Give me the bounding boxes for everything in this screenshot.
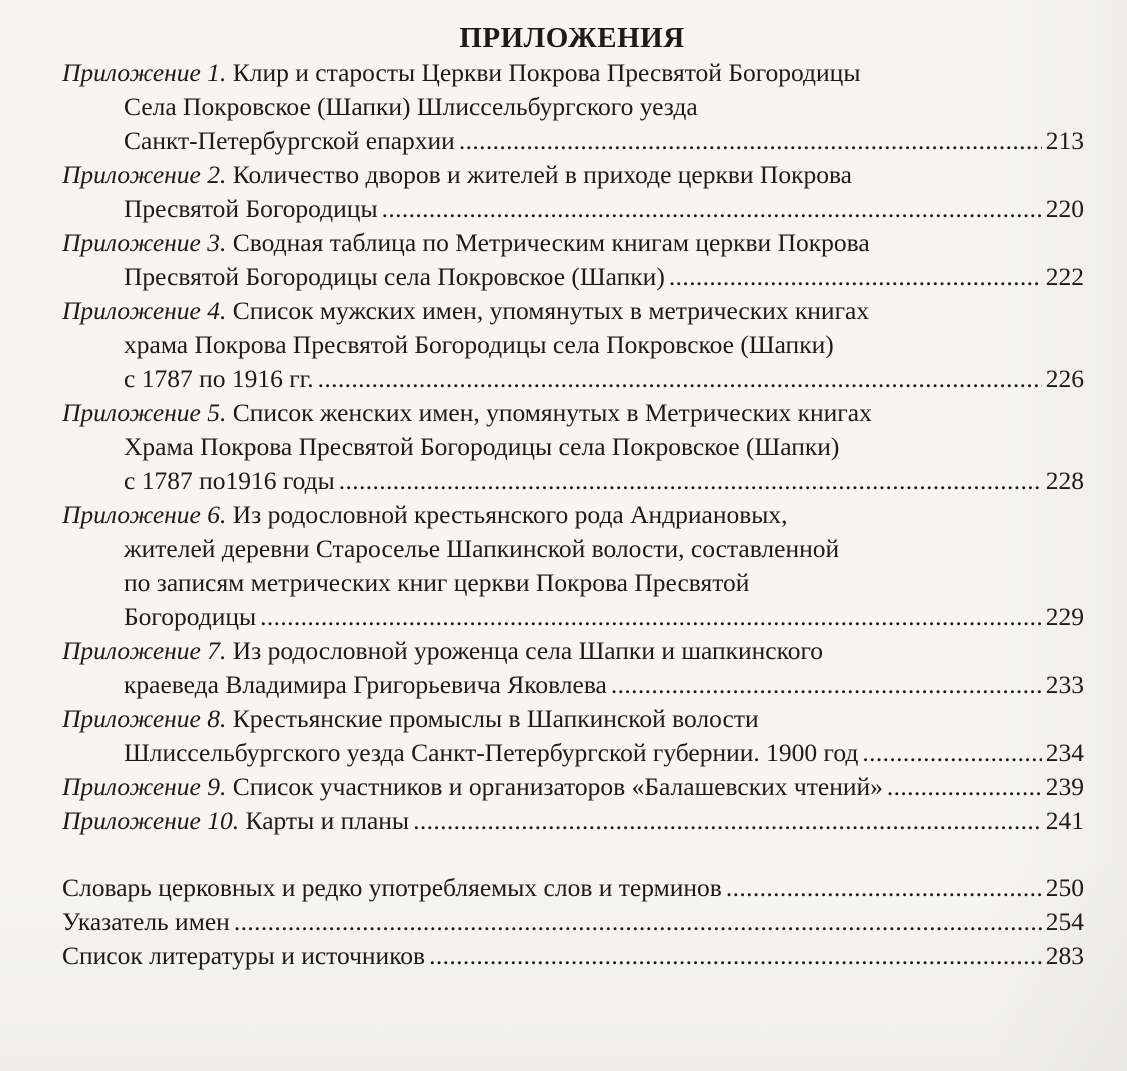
toc-entry-line bbox=[62, 532, 1084, 566]
appendix-title-line: Из родословной крестьянского рода Андриановых, bbox=[232, 500, 788, 529]
appendix-title-line: Карты и планы bbox=[245, 806, 410, 835]
toc-entry-text bbox=[124, 464, 335, 498]
toc-entry-line bbox=[62, 600, 1084, 634]
toc-entry-text bbox=[62, 398, 872, 427]
toc-entry-text bbox=[124, 124, 455, 158]
page-number: 213 bbox=[1045, 126, 1084, 155]
section-title: Указатель имен bbox=[62, 907, 230, 936]
appendix-label: Приложение 8. bbox=[62, 704, 227, 733]
page-number: 220 bbox=[1045, 194, 1084, 223]
toc-entry-line bbox=[62, 871, 1084, 905]
appendix-title-line: с 1787 по 1916 гг. bbox=[124, 364, 314, 393]
toc-entry[interactable] bbox=[62, 939, 1084, 973]
appendix-title-line: Шлиссельбургского уезда Санкт-Петербургской губернии. 1900 год bbox=[124, 738, 859, 767]
toc-entry-line bbox=[62, 90, 1084, 124]
toc-entry-line bbox=[62, 362, 1084, 396]
toc-entry-text bbox=[62, 770, 883, 804]
dot-leader bbox=[339, 464, 1042, 498]
section-gap bbox=[62, 838, 1084, 871]
section-title: Словарь церковных и редко употребляемых слов и терминов bbox=[62, 873, 722, 902]
toc-entry-text bbox=[124, 260, 665, 294]
page-number: 228 bbox=[1045, 466, 1084, 495]
toc-entry-text bbox=[124, 568, 749, 597]
toc-entry-line bbox=[62, 939, 1084, 973]
page-number: 229 bbox=[1045, 602, 1084, 631]
appendix-title-line: храма Покрова Пресвятой Богородицы села Покровское (Шапки) bbox=[124, 330, 834, 359]
dot-leader bbox=[887, 770, 1042, 804]
toc-entry[interactable] bbox=[62, 294, 1084, 396]
toc-entry-text bbox=[62, 704, 759, 733]
toc-entry-text bbox=[62, 296, 869, 325]
appendix-label: Приложение 2. bbox=[62, 160, 227, 189]
toc-entry-text bbox=[124, 92, 698, 121]
toc-entry-text bbox=[62, 58, 860, 87]
appendix-title-line: Санкт-Петербургской епархии bbox=[124, 126, 455, 155]
section-title: Список литературы и источников bbox=[62, 941, 426, 970]
page-number: 250 bbox=[1045, 873, 1084, 902]
toc-entry-line bbox=[62, 634, 1084, 668]
toc-entry-line bbox=[62, 328, 1084, 362]
toc-entry-line bbox=[62, 702, 1084, 736]
dot-leader bbox=[382, 192, 1042, 226]
table-of-contents bbox=[62, 56, 1084, 973]
appendix-title-line: Храма Покрова Пресвятой Богородицы села Покровское (Шапки) bbox=[124, 432, 840, 461]
appendix-title-line: Список участников и организаторов «Балашевских чтений» bbox=[232, 772, 883, 801]
page-number: 241 bbox=[1045, 806, 1084, 835]
toc-entry-line bbox=[62, 668, 1084, 702]
toc-entry-line bbox=[62, 56, 1084, 90]
toc-entry-text bbox=[124, 736, 858, 770]
dot-leader bbox=[611, 668, 1042, 702]
dot-leader bbox=[234, 905, 1042, 939]
dot-leader bbox=[413, 804, 1042, 838]
toc-entry[interactable] bbox=[62, 804, 1084, 838]
toc-entry[interactable] bbox=[62, 158, 1084, 226]
dot-leader bbox=[459, 124, 1042, 158]
appendix-label: Приложение 5. bbox=[62, 398, 227, 427]
toc-entry-line bbox=[62, 158, 1084, 192]
toc-entry-line bbox=[62, 464, 1084, 498]
toc-entry[interactable] bbox=[62, 498, 1084, 634]
appendix-title-line: по записям метрических книг церкви Покрова Пресвятой bbox=[124, 568, 750, 597]
appendix-label: Приложение 10. bbox=[62, 806, 240, 835]
toc-entry-line bbox=[62, 124, 1084, 158]
toc-entry-text bbox=[124, 330, 834, 359]
toc-entry[interactable] bbox=[62, 634, 1084, 702]
toc-entry-line bbox=[62, 498, 1084, 532]
page-number: 239 bbox=[1045, 772, 1084, 801]
toc-entry-text bbox=[124, 432, 839, 461]
appendix-title-line: Список женских имен, упомянутых в Метрических книгах bbox=[232, 398, 872, 427]
toc-entry[interactable] bbox=[62, 226, 1084, 294]
page-number: 226 bbox=[1045, 364, 1084, 393]
dot-leader bbox=[862, 736, 1041, 770]
appendix-title-line: Села Покровское (Шапки) Шлиссельбургского уезда bbox=[124, 92, 698, 121]
toc-entry-line bbox=[62, 226, 1084, 260]
page-number: 254 bbox=[1045, 907, 1084, 936]
toc-entry-text bbox=[124, 600, 256, 634]
toc-entry[interactable] bbox=[62, 905, 1084, 939]
toc-entry-line bbox=[62, 804, 1084, 838]
toc-entry-line bbox=[62, 192, 1084, 226]
page-number: 233 bbox=[1045, 670, 1084, 699]
appendix-title-line: Сводная таблица по Метрическим книгам церкви Покрова bbox=[232, 228, 870, 257]
toc-entry[interactable] bbox=[62, 702, 1084, 770]
page-number: 222 bbox=[1045, 262, 1084, 291]
appendix-label: Приложение 6. bbox=[62, 500, 227, 529]
appendix-title-line: Пресвятой Богородицы села Покровское (Шапки) bbox=[124, 262, 665, 291]
appendix-title-line: Крестьянские промыслы в Шапкинской волости bbox=[232, 704, 759, 733]
appendix-label: Приложение 7. bbox=[62, 636, 227, 665]
appendix-label: Приложение 3. bbox=[62, 228, 227, 257]
toc-entry[interactable] bbox=[62, 871, 1084, 905]
toc-entry-text bbox=[62, 500, 788, 529]
toc-entry-line bbox=[62, 396, 1084, 430]
page-number: 283 bbox=[1045, 941, 1084, 970]
appendix-title-line: Список мужских имен, упомянутых в метрических книгах bbox=[232, 296, 870, 325]
page-number: 234 bbox=[1045, 738, 1084, 767]
appendix-title-line: жителей деревни Староселье Шапкинской волости, составленной bbox=[124, 534, 840, 563]
toc-entry-line bbox=[62, 770, 1084, 804]
appendix-label: Приложение 9. bbox=[62, 772, 227, 801]
toc-entry-text bbox=[124, 534, 839, 563]
toc-entry-text bbox=[62, 228, 870, 257]
toc-entry-line bbox=[62, 905, 1084, 939]
toc-entry[interactable] bbox=[62, 396, 1084, 498]
appendix-title-line: Количество дворов и жителей в приходе церкви Покрова bbox=[232, 160, 852, 189]
appendix-label: Приложение 1. bbox=[62, 58, 227, 87]
toc-entry-line bbox=[62, 430, 1084, 464]
appendix-title-line: Клир и старосты Церкви Покрова Пресвятой Богородицы bbox=[232, 58, 861, 87]
toc-entry-text bbox=[62, 804, 409, 838]
toc-entry-text bbox=[124, 668, 607, 702]
appendix-label: Приложение 4. bbox=[62, 296, 227, 325]
toc-entry-line bbox=[62, 260, 1084, 294]
toc-entry-line bbox=[62, 736, 1084, 770]
toc-entry[interactable] bbox=[62, 770, 1084, 804]
toc-entry-text bbox=[124, 362, 314, 396]
appendix-title-line: Из родословной уроженца села Шапки и шапкинского bbox=[232, 636, 824, 665]
toc-entry-line bbox=[62, 294, 1084, 328]
page-title: ПРИЛОЖЕНИЯ bbox=[459, 22, 685, 54]
toc-entry-text bbox=[62, 636, 823, 665]
appendix-title-line: с 1787 по1916 годы bbox=[124, 466, 335, 495]
appendix-title-line: Пресвятой Богородицы bbox=[124, 194, 378, 223]
dot-leader bbox=[726, 871, 1042, 905]
appendix-title-line: краеведа Владимира Григорьевича Яковлева bbox=[124, 670, 607, 699]
appendix-title-line: Богородицы bbox=[124, 602, 257, 631]
toc-entry-text bbox=[62, 160, 852, 189]
toc-entry[interactable] bbox=[62, 56, 1084, 158]
dot-leader bbox=[260, 600, 1042, 634]
dot-leader bbox=[429, 939, 1042, 973]
toc-entry-text bbox=[124, 192, 378, 226]
dot-leader bbox=[318, 362, 1042, 396]
dot-leader bbox=[669, 260, 1042, 294]
toc-entry-line bbox=[62, 566, 1084, 600]
